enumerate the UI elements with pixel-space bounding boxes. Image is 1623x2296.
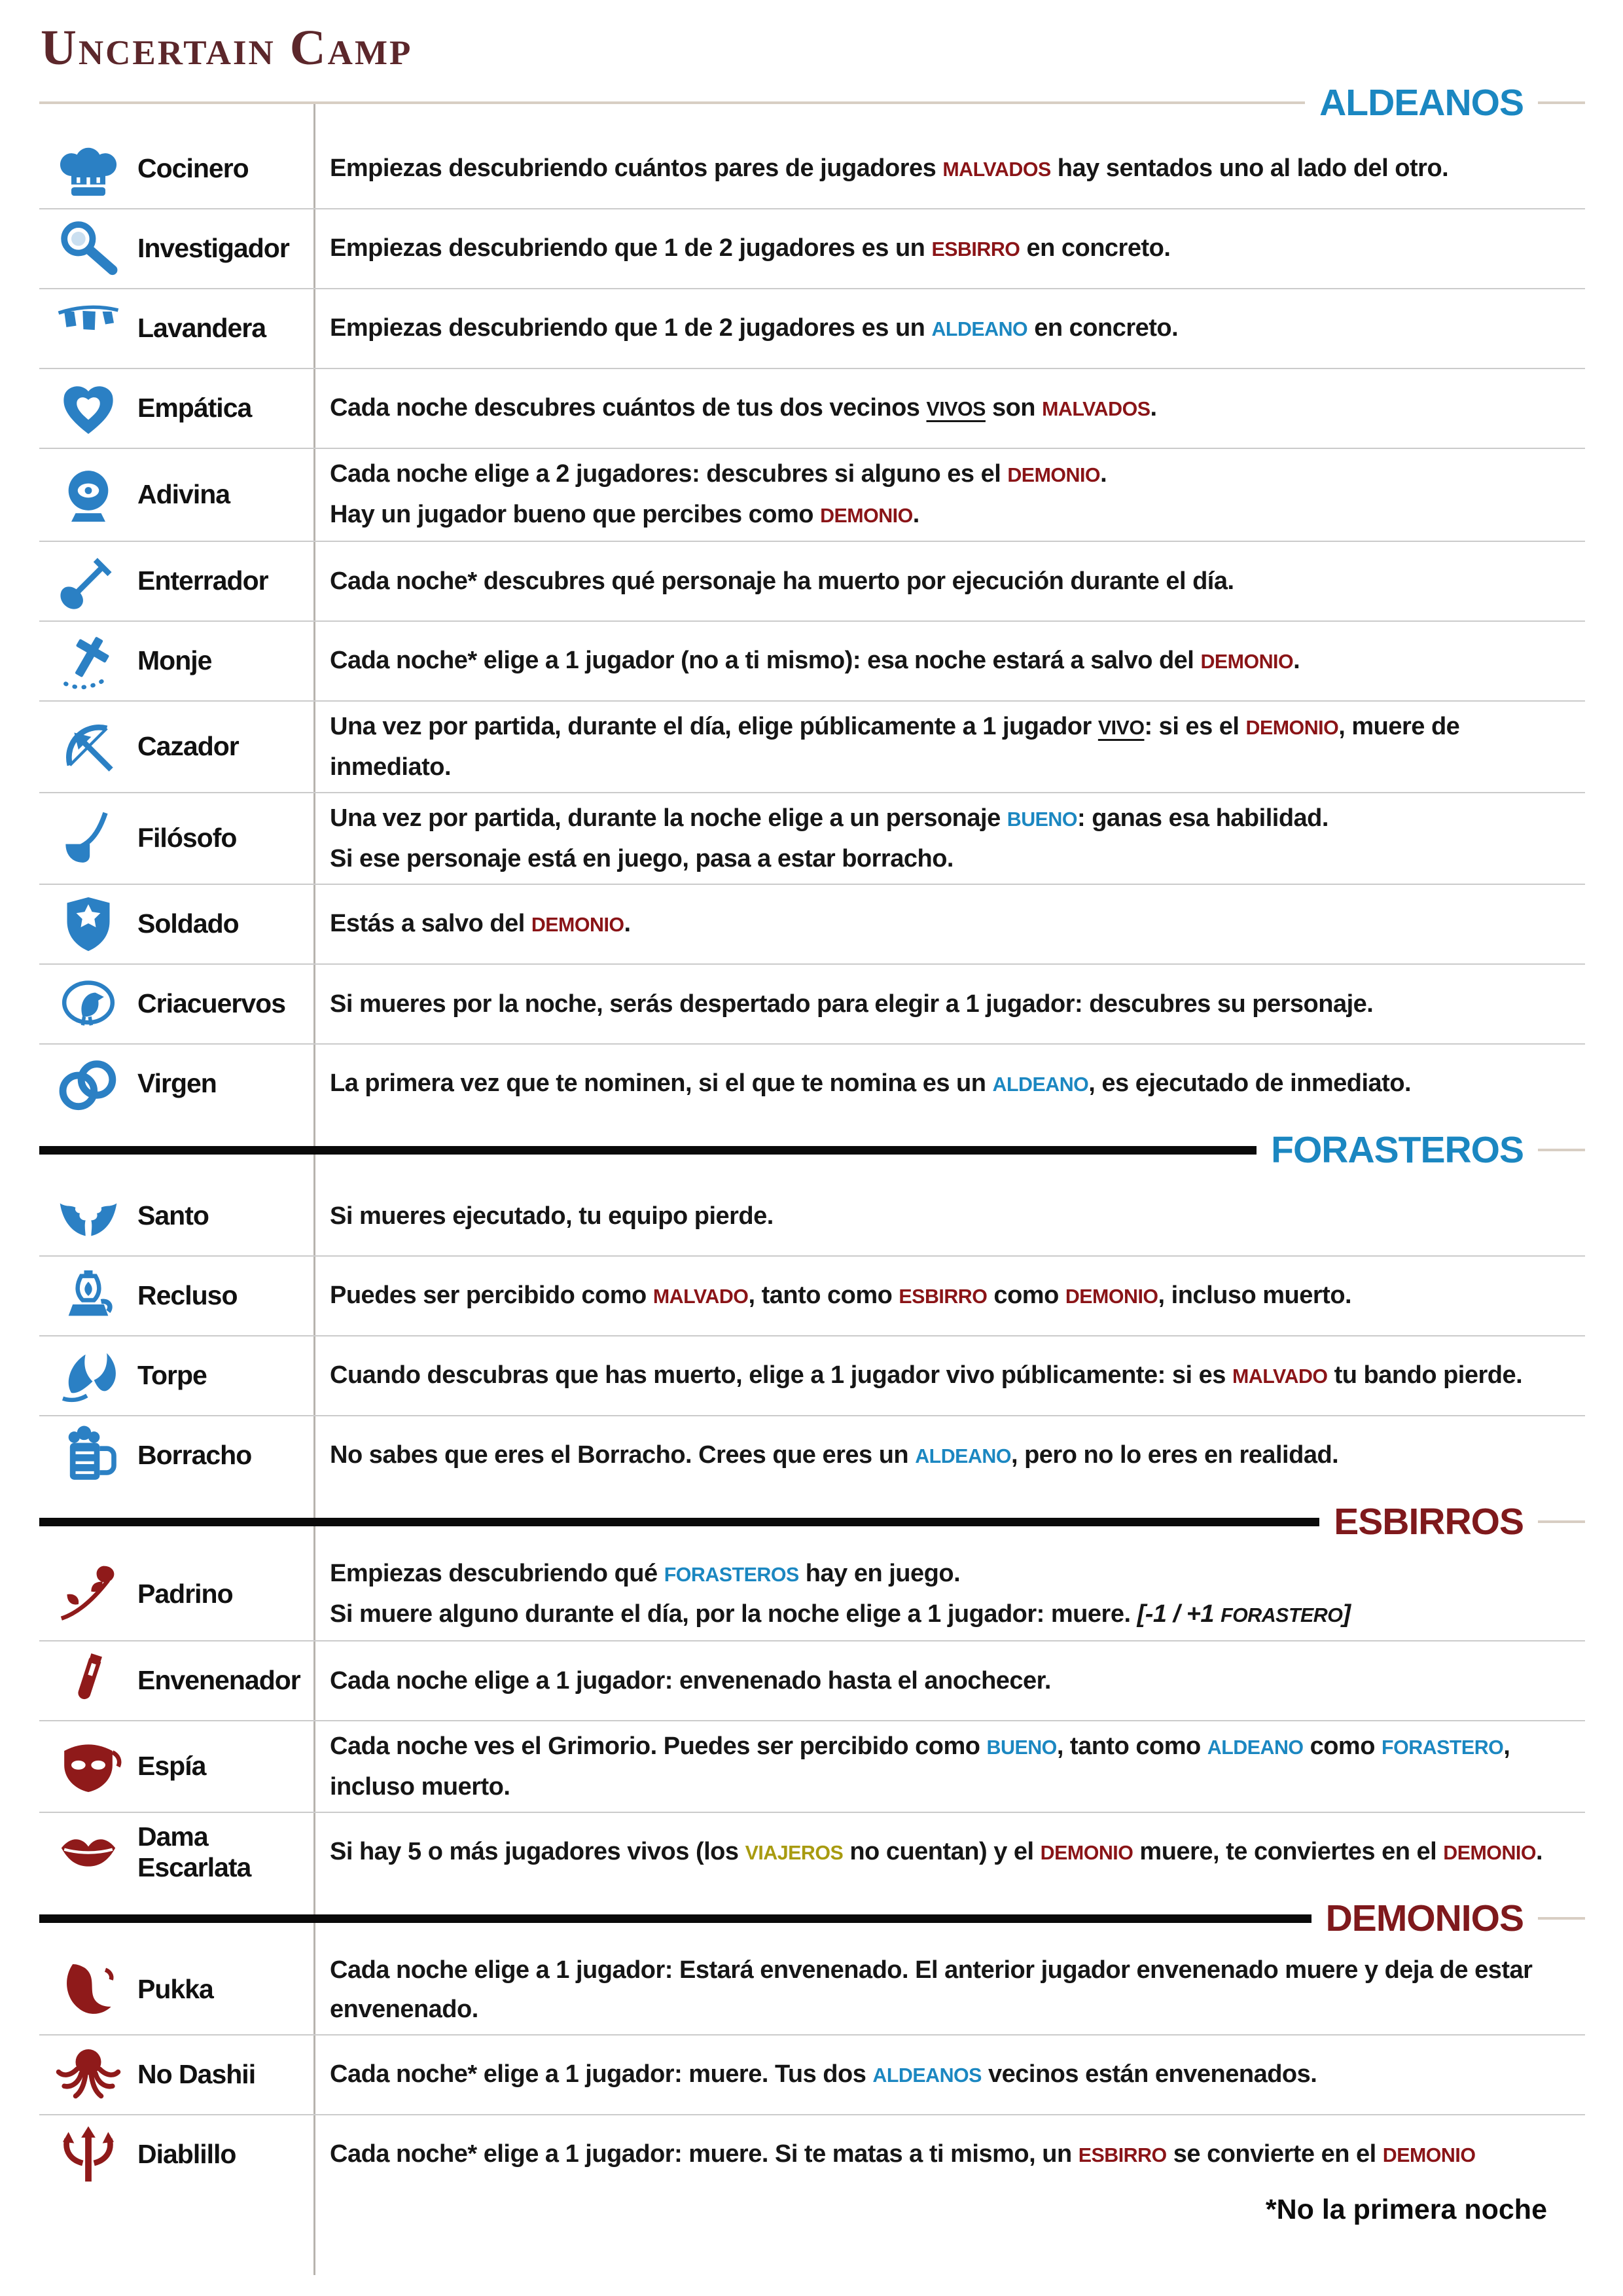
role-ability [313, 1064, 1585, 1104]
role-ability [313, 1661, 1585, 1700]
role-name: Filósofo [137, 823, 237, 853]
section-label: ALDEANOS [1319, 81, 1524, 124]
keyword: ESBIRRO [1078, 2144, 1167, 2166]
keyword: ALDEANO [992, 1073, 1089, 1096]
ability-line: Cada noche ves el Grimorio. Puedes ser percibido como BUENO, tanto como ALDEANO como FORASTERO, incluso muerto. [330, 1732, 1510, 1801]
role-row-soldado [39, 885, 1585, 965]
keyword: [-1 / +1 [1137, 1600, 1221, 1628]
role-ability [313, 1435, 1585, 1476]
ability-line: Empiezas descubriendo que 1 de 2 jugadores es un ALDEANO en concreto. [330, 314, 1179, 342]
section-header-aldeanos [39, 76, 1585, 130]
section-header-forasteros [39, 1123, 1585, 1177]
role-name: Enterrador [137, 565, 268, 596]
heart-icon [54, 374, 122, 442]
role-name: Borracho [137, 1440, 252, 1471]
ability-line: Cada noche descubres cuántos de tus dos vecinos VIVOS son MALVADOS. [330, 394, 1157, 422]
ability-line: Empiezas descubriendo que 1 de 2 jugadores es un ESBIRRO en concreto. [330, 234, 1171, 262]
role-ability [313, 707, 1585, 787]
role-icon-cell [39, 215, 137, 283]
keyword: MALVADO [1232, 1365, 1328, 1388]
role-name: Criacuervos [137, 988, 286, 1019]
keyword: MALVADO [652, 1285, 749, 1308]
role-icon-cell [39, 135, 137, 203]
role-icon-cell [39, 1050, 137, 1118]
role-icon-cell [39, 713, 137, 781]
role-icon-cell [39, 1818, 137, 1886]
role-ability [313, 2134, 1585, 2175]
banana-peel-icon [54, 1342, 122, 1410]
role-ability [313, 454, 1585, 535]
crystal-ball-icon [54, 461, 122, 529]
role-ability [313, 1276, 1585, 1316]
shovel-icon [54, 547, 122, 615]
ability-line: Una vez por partida, durante la noche elige a un personaje BUENO: ganas esa habilidad. [330, 804, 1329, 832]
rings-icon [54, 1050, 122, 1118]
wings-icon [54, 1182, 122, 1250]
ability-line: Si mueres ejecutado, tu equipo pierde. [330, 1202, 774, 1230]
keyword: DEMONIO [1007, 464, 1101, 486]
rose-icon [54, 1560, 122, 1628]
role-icon-cell [39, 1422, 137, 1490]
oil-lamp-icon [54, 1262, 122, 1330]
role-row-monje [39, 622, 1585, 702]
role-icon-cell [39, 627, 137, 695]
role-ability [313, 1950, 1585, 2029]
ability-line: Cada noche elige a 1 jugador: envenenado hasta el anochecer. [330, 1667, 1051, 1695]
role-ability [313, 904, 1585, 944]
ability-line: Cada noche elige a 2 jugadores: descubres si alguno es el DEMONIO. [330, 460, 1107, 488]
keyword: BUENO [986, 1736, 1057, 1759]
role-ability [313, 228, 1585, 269]
keyword: ESBIRRO [899, 1285, 988, 1308]
section-end-dash [1538, 1917, 1585, 1920]
shield-icon [54, 890, 122, 958]
keyword: ALDEANO [1207, 1736, 1304, 1759]
ability-line: Estás a salvo del DEMONIO. [330, 910, 631, 937]
ability-line: Cada noche elige a 1 jugador: Estará envenenado. El anterior jugador envenenado muere y deja de estar envenenado. [330, 1956, 1533, 2023]
keyword: FORASTERO [1382, 1736, 1504, 1759]
role-row-cocinero [39, 130, 1585, 209]
ability-line: Puedes ser percibido como MALVADO, tanto como ESBIRRO como DEMONIO, incluso muerto. [330, 1282, 1352, 1309]
role-row-envenenador [39, 1641, 1585, 1721]
role-row-virgen [39, 1045, 1585, 1123]
fang-icon [54, 1956, 122, 2024]
ability-line: Cuando descubras que has muerto, elige a 1 jugador vivo públicamente: si es MALVADO tu bando pierde. [330, 1361, 1523, 1389]
role-row-recluso [39, 1257, 1585, 1336]
trident-icon [54, 2121, 122, 2189]
role-icon-cell [39, 461, 137, 529]
role-icon-cell [39, 1647, 137, 1715]
role-row-adivina [39, 449, 1585, 542]
keyword: VIVO [1097, 717, 1145, 739]
role-name: Padrino [137, 1579, 233, 1609]
role-ability [313, 1727, 1585, 1806]
ability-line: Hay un jugador bueno que percibes como DEMONIO. [330, 501, 919, 528]
role-ability [313, 1832, 1585, 1873]
role-name: Lavandera [137, 313, 266, 344]
role-icon-cell [39, 1262, 137, 1330]
keyword: DEMONIO [1443, 1842, 1536, 1864]
section-rule [39, 1914, 1311, 1923]
role-ability [313, 798, 1585, 878]
role-name: Empática [137, 393, 252, 423]
role-icon-cell [39, 970, 137, 1038]
keyword: DEMONIO [820, 505, 913, 527]
ability-line: Si ese personaje está en juego, pasa a estar borracho. [330, 845, 954, 872]
role-icon-cell [39, 2041, 137, 2109]
keyword: ALDEANOS [872, 2064, 982, 2087]
raven-icon [54, 970, 122, 1038]
role-row-no-dashii [39, 2036, 1585, 2115]
role-name: Diablillo [137, 2139, 236, 2170]
role-icon-cell [39, 890, 137, 958]
role-name: Santo [137, 1200, 209, 1231]
keyword: VIVOS [926, 398, 986, 420]
keyword: DEMONIO [1040, 1842, 1133, 1864]
keyword: MALVADOS [942, 158, 1051, 181]
section-rule [39, 1518, 1319, 1526]
section-label: DEMONIOS [1325, 1897, 1524, 1939]
role-name: Virgen [137, 1068, 217, 1099]
ability-line: Cada noche* elige a 1 jugador (no a ti mismo): esa noche estará a salvo del DEMONIO. [330, 647, 1300, 674]
role-row-pukka [39, 1945, 1585, 2036]
role-row-espia [39, 1721, 1585, 1813]
role-row-enterrador [39, 542, 1585, 622]
crossbow-icon [54, 713, 122, 781]
role-row-dama-escarlata [39, 1813, 1585, 1892]
keyword: MALVADOS [1042, 398, 1150, 420]
ability-line: Si hay 5 o más jugadores vivos (los VIAJEROS no cuentan) y el DEMONIO muere, te conviertes en el DEMONIO. [330, 1838, 1543, 1865]
role-row-borracho [39, 1416, 1585, 1495]
keyword: DEMONIO [1245, 717, 1339, 739]
role-ability [313, 308, 1585, 349]
roles-table [39, 76, 1585, 2194]
keyword: FORASTEROS [664, 1564, 799, 1586]
ability-line: Empiezas descubriendo qué FORASTEROS hay en juego. [330, 1560, 961, 1587]
ability-line: Empiezas descubriendo cuántos pares de jugadores MALVADOS hay sentados uno al lado del otro. [330, 154, 1449, 182]
role-ability [313, 984, 1585, 1024]
role-row-padrino [39, 1549, 1585, 1641]
role-name: Cazador [137, 731, 239, 762]
keyword: ESBIRRO [931, 238, 1020, 260]
role-icon-cell [39, 1956, 137, 2024]
magnifying-glass-icon [54, 215, 122, 283]
ability-line: Cada noche* descubres qué personaje ha muerto por ejecución durante el día. [330, 567, 1234, 595]
role-ability [313, 2054, 1585, 2095]
role-icon-cell [39, 295, 137, 363]
keyword: DEMONIO [1065, 1285, 1158, 1308]
cross-icon [54, 627, 122, 695]
role-name: Monje [137, 645, 212, 676]
keyword: DEMONIO [1382, 2144, 1476, 2166]
role-name: Envenenador [137, 1665, 300, 1696]
role-name: Recluso [137, 1280, 238, 1311]
section-end-dash [1538, 101, 1585, 104]
role-ability [313, 149, 1585, 189]
role-row-diablillo [39, 2115, 1585, 2194]
role-row-investigador [39, 209, 1585, 289]
page-title: Uncertain Camp [41, 20, 413, 75]
role-icon-cell [39, 374, 137, 442]
role-name: No Dashii [137, 2059, 256, 2090]
keyword: ALDEANO [931, 318, 1028, 340]
pipe-icon [54, 804, 122, 872]
section-label: ESBIRROS [1334, 1500, 1524, 1543]
footnote: *No la primera noche [1265, 2194, 1547, 2225]
section-end-dash [1538, 1520, 1585, 1523]
role-row-filosofo [39, 793, 1585, 885]
role-ability [313, 1554, 1585, 1635]
role-row-empatica [39, 369, 1585, 449]
section-rule [39, 101, 1305, 104]
poison-vial-icon [54, 1647, 122, 1715]
role-row-cazador [39, 702, 1585, 793]
role-row-santo [39, 1177, 1585, 1257]
keyword: BUENO [1007, 808, 1078, 831]
section-header-demonios [39, 1892, 1585, 1945]
role-name: Pukka [137, 1974, 213, 2005]
role-name: Dama Escarlata [137, 1821, 251, 1882]
keyword: ] [1342, 1600, 1351, 1628]
role-row-torpe [39, 1336, 1585, 1416]
clothesline-icon [54, 295, 122, 363]
ability-line: La primera vez que te nominen, si el que te nomina es un ALDEANO, es ejecutado de inmediato. [330, 1069, 1412, 1097]
role-name: Investigador [137, 233, 289, 264]
role-name: Torpe [137, 1360, 207, 1391]
octopus-icon [54, 2041, 122, 2109]
role-icon-cell [39, 1182, 137, 1250]
role-ability [313, 641, 1585, 681]
role-icon-cell [39, 547, 137, 615]
keyword: VIAJEROS [745, 1842, 844, 1864]
role-row-criacuervos [39, 965, 1585, 1045]
role-name: Adivina [137, 479, 230, 510]
role-name: Espía [137, 1751, 206, 1782]
keyword: DEMONIO [1200, 651, 1294, 673]
lips-icon [54, 1818, 122, 1886]
section-label: FORASTEROS [1271, 1128, 1524, 1171]
ability-line: Una vez por partida, durante el día, elige públicamente a 1 jugador VIVO: si es el DEMONIO, muere de inmediato. [330, 713, 1460, 781]
chef-hat-icon [54, 135, 122, 203]
ability-line: Si mueres por la noche, serás despertado para elegir a 1 jugador: descubres su personaje. [330, 990, 1374, 1018]
role-name: Cocinero [137, 153, 249, 184]
role-ability [313, 1355, 1585, 1396]
section-header-esbirros [39, 1495, 1585, 1549]
role-name: Soldado [137, 908, 239, 939]
role-icon-cell [39, 2121, 137, 2189]
role-icon-cell [39, 1560, 137, 1628]
keyword: FORASTERO [1221, 1604, 1343, 1626]
role-icon-cell [39, 804, 137, 872]
mask-icon [54, 1732, 122, 1801]
role-row-lavandera [39, 289, 1585, 369]
role-ability [313, 388, 1585, 429]
ability-line: No sabes que eres el Borracho. Crees que eres un ALDEANO, pero no lo eres en realidad. [330, 1441, 1339, 1469]
ability-line: Cada noche* elige a 1 jugador: muere. Tus dos ALDEANOS vecinos están envenenados. [330, 2060, 1317, 2088]
beer-mug-icon [54, 1422, 122, 1490]
role-ability [313, 1196, 1585, 1236]
keyword: DEMONIO [531, 914, 624, 936]
section-end-dash [1538, 1149, 1585, 1151]
ability-line: Si muere alguno durante el día, por la noche elige a 1 jugador: muere. [-1 / +1 FORASTERO] [330, 1600, 1351, 1628]
role-icon-cell [39, 1732, 137, 1801]
section-rule [39, 1146, 1257, 1155]
ability-line: Cada noche* elige a 1 jugador: muere. Si te matas a ti mismo, un ESBIRRO se convierte en el DEMONIO [330, 2140, 1476, 2168]
role-ability [313, 562, 1585, 601]
keyword: ALDEANO [915, 1445, 1011, 1467]
role-icon-cell [39, 1342, 137, 1410]
